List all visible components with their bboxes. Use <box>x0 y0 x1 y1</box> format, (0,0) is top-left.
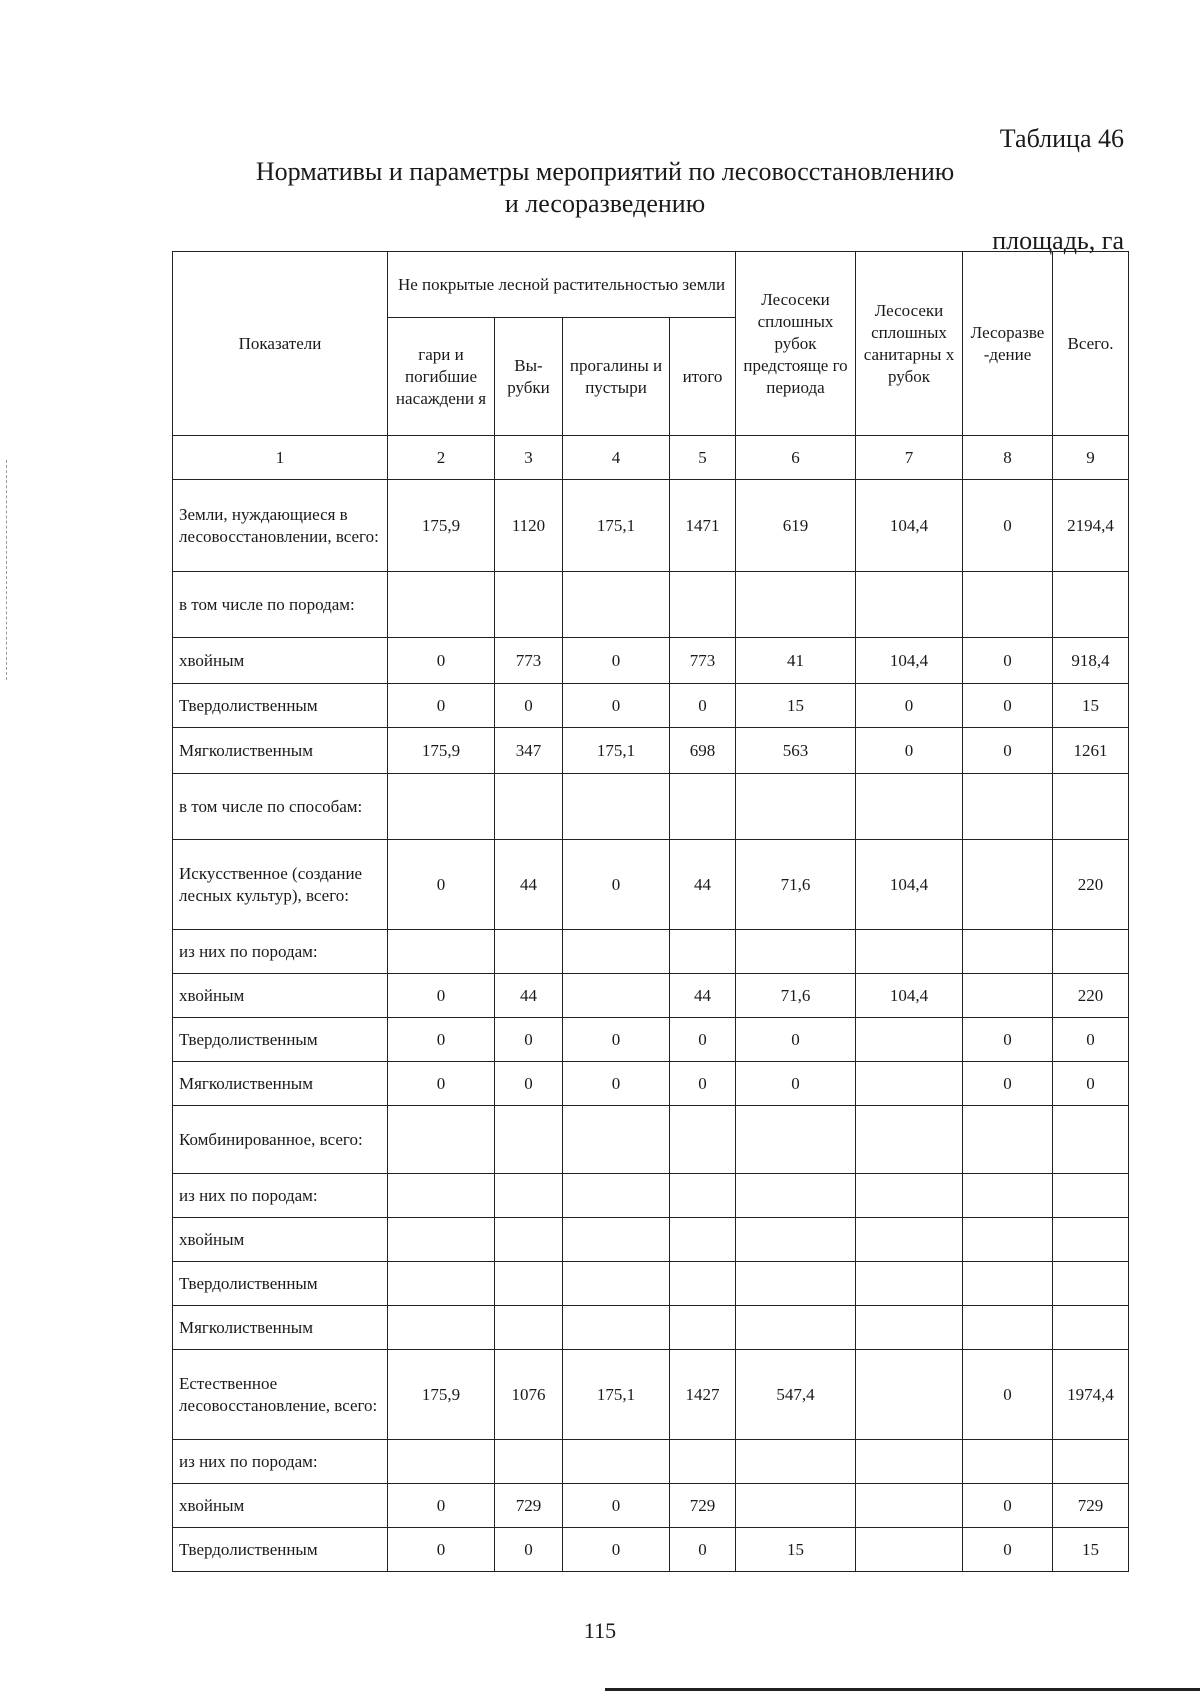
row-label: Мягколиственным <box>173 1306 388 1350</box>
table-cell: 0 <box>563 1484 670 1528</box>
page-number: 115 <box>583 1618 617 1643</box>
table-cell <box>856 1262 963 1306</box>
table-cell: 547,4 <box>736 1350 856 1440</box>
table-cell <box>963 1306 1053 1350</box>
row-label: Естественное лесовосстановление, всего: <box>173 1350 388 1440</box>
table-cell <box>856 1306 963 1350</box>
table-cell: 1076 <box>495 1350 563 1440</box>
table-row <box>173 1440 1129 1484</box>
table-cell <box>963 1106 1053 1174</box>
table-cell: 729 <box>495 1484 563 1528</box>
column-number: 1 <box>173 436 388 480</box>
column-number: 9 <box>1053 436 1129 480</box>
scan-edge-mark <box>6 460 8 680</box>
table-cell <box>856 1440 963 1484</box>
table-cell <box>736 1218 856 1262</box>
table-cell: 0 <box>670 1528 736 1572</box>
table-cell <box>736 1306 856 1350</box>
table-cell: 220 <box>1053 974 1129 1018</box>
table-cell: 729 <box>1053 1484 1129 1528</box>
table-cell: 0 <box>856 728 963 774</box>
table-cell: 0 <box>1053 1018 1129 1062</box>
table-cell: 1471 <box>670 480 736 572</box>
table-row <box>173 930 1129 974</box>
table-cell <box>1053 930 1129 974</box>
table-cell <box>670 1218 736 1262</box>
table-cell: 729 <box>670 1484 736 1528</box>
column-number: 3 <box>495 436 563 480</box>
table-row <box>173 1528 1129 1572</box>
column-number: 4 <box>563 436 670 480</box>
table-cell <box>1053 1218 1129 1262</box>
table-title-line-1: Нормативы и параметры мероприятий по лесовосстановлению <box>255 157 955 186</box>
table-cell <box>856 572 963 638</box>
table-cell: 0 <box>563 1062 670 1106</box>
table-cell: 175,9 <box>388 728 495 774</box>
table-cell: 0 <box>388 1528 495 1572</box>
row-label: Твердолиственным <box>173 684 388 728</box>
table-cell: 15 <box>1053 1528 1129 1572</box>
header-not-covered-lands: Не покрытые лесной растительностью земли <box>388 252 736 318</box>
table-cell: 104,4 <box>856 638 963 684</box>
table-cell <box>388 1262 495 1306</box>
table-row <box>173 572 1129 638</box>
table-cell: 563 <box>736 728 856 774</box>
table-cell: 44 <box>495 974 563 1018</box>
header-burned: гари и погибшие насаждени я <box>388 318 495 436</box>
table-cell <box>963 1174 1053 1218</box>
table-cell: 44 <box>670 840 736 930</box>
table-cell <box>670 930 736 974</box>
header-row-1 <box>173 252 1129 318</box>
table-row <box>173 974 1129 1018</box>
bottom-rule <box>605 1688 1200 1691</box>
table-cell: 0 <box>736 1018 856 1062</box>
header-indicators: Показатели <box>173 252 388 436</box>
table-cell <box>1053 1440 1129 1484</box>
table-cell <box>963 1218 1053 1262</box>
table-cell <box>495 1218 563 1262</box>
header-sanitary-plots: Лесосеки сплошных санитарны х рубок <box>856 252 963 436</box>
table-cell <box>856 774 963 840</box>
row-label: хвойным <box>173 1218 388 1262</box>
header-subtotal: итого <box>670 318 736 436</box>
column-number: 5 <box>670 436 736 480</box>
table-row <box>173 684 1129 728</box>
header-cutovers: Вы- рубки <box>495 318 563 436</box>
table-row <box>173 840 1129 930</box>
table-cell <box>736 774 856 840</box>
table-cell <box>856 1350 963 1440</box>
table-row <box>173 1062 1129 1106</box>
table-cell <box>495 572 563 638</box>
unit-label: площадь, га <box>992 226 1124 255</box>
table-cell <box>856 1528 963 1572</box>
table-cell: 175,9 <box>388 1350 495 1440</box>
header-clearcut-plots: Лесосеки сплошных рубок предстояще го периода <box>736 252 856 436</box>
table-row <box>173 638 1129 684</box>
table-cell <box>963 974 1053 1018</box>
table-cell <box>563 774 670 840</box>
table-cell: 220 <box>1053 840 1129 930</box>
table-cell: 1427 <box>670 1350 736 1440</box>
table-cell: 0 <box>495 1528 563 1572</box>
table-cell <box>1053 774 1129 840</box>
table-cell: 0 <box>963 1018 1053 1062</box>
table-cell <box>388 1106 495 1174</box>
table-cell: 0 <box>963 1484 1053 1528</box>
table-cell: 0 <box>563 684 670 728</box>
table-cell: 104,4 <box>856 840 963 930</box>
table-cell: 0 <box>495 1018 563 1062</box>
table-cell <box>495 1174 563 1218</box>
row-label: в том числе по способам: <box>173 774 388 840</box>
row-label: из них по породам: <box>173 1440 388 1484</box>
table-row <box>173 1018 1129 1062</box>
table-cell <box>1053 1106 1129 1174</box>
table-cell <box>495 1306 563 1350</box>
row-label: хвойным <box>173 1484 388 1528</box>
table-cell: 104,4 <box>856 974 963 1018</box>
table-cell <box>563 1306 670 1350</box>
table-cell <box>670 774 736 840</box>
table-cell <box>856 930 963 974</box>
table-cell <box>670 1262 736 1306</box>
table-cell <box>963 840 1053 930</box>
table-cell: 1120 <box>495 480 563 572</box>
table-cell: 0 <box>963 480 1053 572</box>
table-cell <box>495 1106 563 1174</box>
table-cell <box>856 1218 963 1262</box>
table-cell: 0 <box>388 684 495 728</box>
table-cell: 2194,4 <box>1053 480 1129 572</box>
row-label: в том числе по породам: <box>173 572 388 638</box>
table-cell: 104,4 <box>856 480 963 572</box>
table-cell: 0 <box>963 1062 1053 1106</box>
table-cell <box>1053 1262 1129 1306</box>
table-cell: 0 <box>1053 1062 1129 1106</box>
row-label: Твердолиственным <box>173 1262 388 1306</box>
table-cell: 0 <box>563 638 670 684</box>
column-number: 6 <box>736 436 856 480</box>
table-cell <box>856 1174 963 1218</box>
table-cell <box>388 1306 495 1350</box>
table-cell: 44 <box>495 840 563 930</box>
table-cell <box>856 1018 963 1062</box>
column-number: 8 <box>963 436 1053 480</box>
row-label: из них по породам: <box>173 1174 388 1218</box>
data-table <box>172 251 1129 1572</box>
table-cell: 0 <box>670 684 736 728</box>
table-cell <box>963 774 1053 840</box>
column-number-row <box>173 436 1129 480</box>
row-label: Твердолиственным <box>173 1528 388 1572</box>
table-cell: 0 <box>670 1018 736 1062</box>
table-cell: 0 <box>963 1350 1053 1440</box>
table-cell <box>495 1440 563 1484</box>
table-cell <box>963 930 1053 974</box>
table-cell: 0 <box>388 1018 495 1062</box>
table-cell <box>388 930 495 974</box>
table-cell <box>1053 1174 1129 1218</box>
table-row <box>173 1106 1129 1174</box>
table-cell: 44 <box>670 974 736 1018</box>
table-cell <box>563 1440 670 1484</box>
table-cell <box>670 1306 736 1350</box>
table-cell: 0 <box>563 1528 670 1572</box>
table-cell <box>563 572 670 638</box>
table-cell: 0 <box>495 1062 563 1106</box>
table-cell: 175,1 <box>563 1350 670 1440</box>
table-cell <box>388 1218 495 1262</box>
table-cell: 0 <box>963 638 1053 684</box>
table-cell: 773 <box>670 638 736 684</box>
table-title-line-2: и лесоразведению <box>504 189 706 218</box>
table-cell: 0 <box>388 840 495 930</box>
table-cell <box>563 1218 670 1262</box>
table-row <box>173 1484 1129 1528</box>
table-cell <box>563 930 670 974</box>
table-row <box>173 1218 1129 1262</box>
table-cell: 0 <box>963 684 1053 728</box>
table-number: Таблица 46 <box>999 124 1124 153</box>
table-cell <box>1053 572 1129 638</box>
table-cell: 773 <box>495 638 563 684</box>
row-label: Мягколиственным <box>173 728 388 774</box>
table-cell: 918,4 <box>1053 638 1129 684</box>
table-cell <box>388 1174 495 1218</box>
table-cell <box>670 1106 736 1174</box>
table-cell: 619 <box>736 480 856 572</box>
table-cell: 698 <box>670 728 736 774</box>
table-cell <box>736 1440 856 1484</box>
row-label: Земли, нуждающиеся в лесовосстановлении, всего: <box>173 480 388 572</box>
table-cell <box>563 1174 670 1218</box>
table-body <box>173 480 1129 1572</box>
table-cell: 1974,4 <box>1053 1350 1129 1440</box>
table-cell: 15 <box>1053 684 1129 728</box>
table-cell <box>670 1440 736 1484</box>
table-cell: 41 <box>736 638 856 684</box>
table-cell: 0 <box>856 684 963 728</box>
table-cell <box>563 974 670 1018</box>
table-cell: 0 <box>563 840 670 930</box>
table-cell: 71,6 <box>736 840 856 930</box>
table-cell <box>963 1262 1053 1306</box>
table-cell: 175,9 <box>388 480 495 572</box>
table-cell: 0 <box>388 1062 495 1106</box>
column-number: 2 <box>388 436 495 480</box>
table-cell: 15 <box>736 1528 856 1572</box>
table-row <box>173 480 1129 572</box>
header-glades: прогалины и пустыри <box>563 318 670 436</box>
header-total: Всего. <box>1053 252 1129 436</box>
table-cell <box>963 572 1053 638</box>
table-row <box>173 1350 1129 1440</box>
table-cell <box>856 1062 963 1106</box>
table-cell <box>736 1174 856 1218</box>
table-cell <box>736 1106 856 1174</box>
table-cell <box>856 1106 963 1174</box>
table-cell <box>736 1484 856 1528</box>
table-cell: 175,1 <box>563 728 670 774</box>
row-label: Комбинированное, всего: <box>173 1106 388 1174</box>
header-afforestation: Лесоразве -дение <box>963 252 1053 436</box>
table-cell <box>670 572 736 638</box>
table-cell <box>1053 1306 1129 1350</box>
table-cell <box>388 1440 495 1484</box>
table-cell: 0 <box>388 1484 495 1528</box>
table-row <box>173 1306 1129 1350</box>
table-row <box>173 774 1129 840</box>
row-label: из них по породам: <box>173 930 388 974</box>
table-cell: 15 <box>736 684 856 728</box>
table-cell <box>856 1484 963 1528</box>
column-number: 7 <box>856 436 963 480</box>
table-cell: 175,1 <box>563 480 670 572</box>
table-cell: 71,6 <box>736 974 856 1018</box>
row-label: хвойным <box>173 638 388 684</box>
table-cell <box>495 930 563 974</box>
table-cell <box>495 774 563 840</box>
table-cell: 0 <box>670 1062 736 1106</box>
row-label: Искусственное (создание лесных культур), всего: <box>173 840 388 930</box>
table-cell <box>495 1262 563 1306</box>
table-cell <box>563 1106 670 1174</box>
row-label: Мягколиственным <box>173 1062 388 1106</box>
table-cell: 0 <box>388 638 495 684</box>
table-cell <box>736 1262 856 1306</box>
table-cell <box>963 1440 1053 1484</box>
table-cell: 1261 <box>1053 728 1129 774</box>
table-cell: 0 <box>963 1528 1053 1572</box>
table-cell: 0 <box>736 1062 856 1106</box>
table-cell <box>388 774 495 840</box>
table-cell: 0 <box>563 1018 670 1062</box>
table-row <box>173 1174 1129 1218</box>
table-cell <box>670 1174 736 1218</box>
table-row <box>173 1262 1129 1306</box>
table-row <box>173 728 1129 774</box>
row-label: хвойным <box>173 974 388 1018</box>
table-cell <box>736 930 856 974</box>
table-cell: 0 <box>963 728 1053 774</box>
table-cell: 0 <box>495 684 563 728</box>
table-cell <box>563 1262 670 1306</box>
row-label: Твердолиственным <box>173 1018 388 1062</box>
table-cell <box>736 572 856 638</box>
table-cell <box>388 572 495 638</box>
table-cell: 347 <box>495 728 563 774</box>
table-cell: 0 <box>388 974 495 1018</box>
